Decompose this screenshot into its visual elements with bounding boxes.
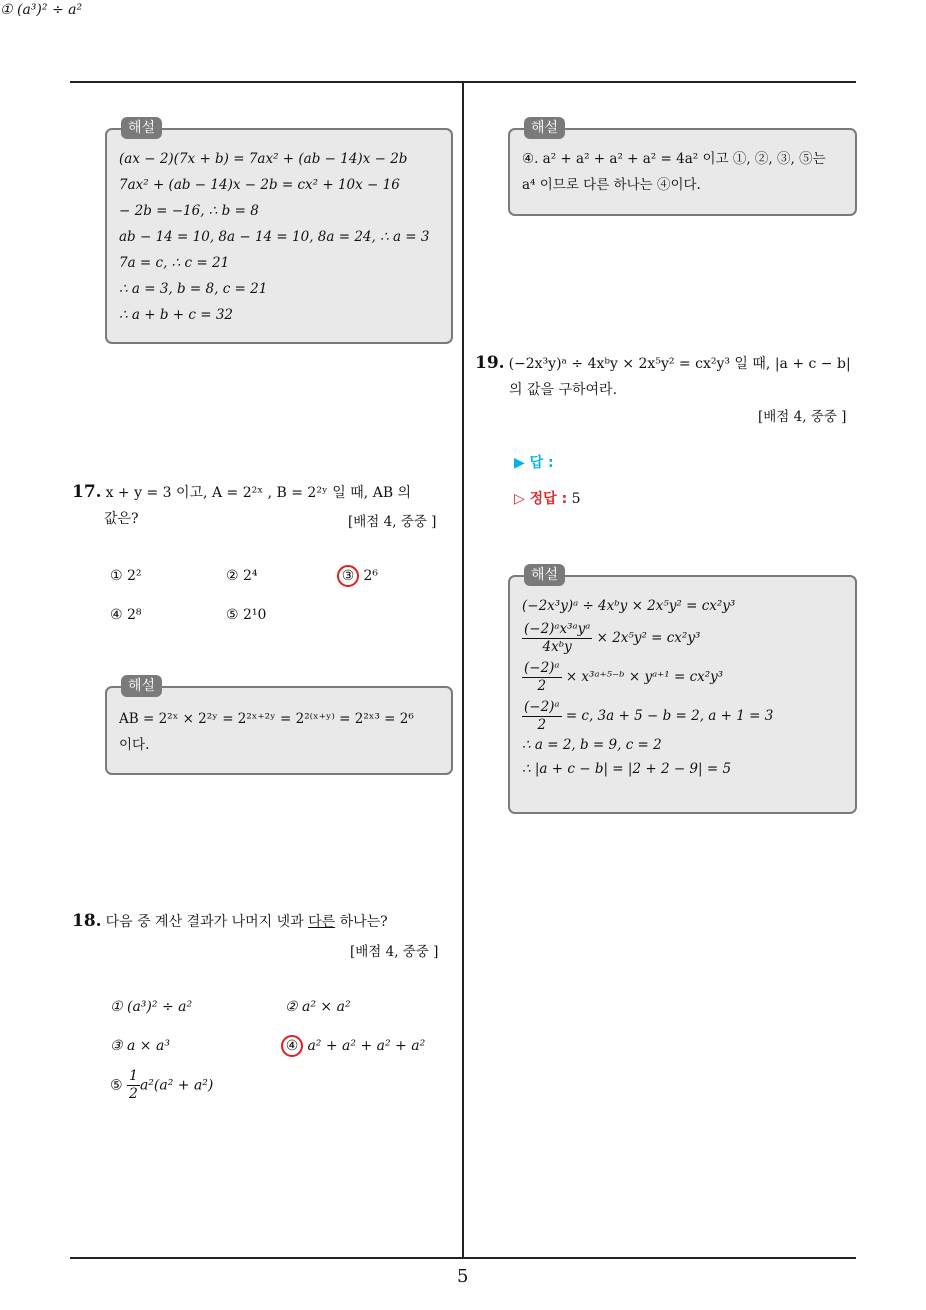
option-4[interactable] — [284, 1035, 425, 1057]
option-1[interactable]: ① (a³)² ÷ a² — [110, 999, 193, 1015]
question-text: 다음 중 계산 결과가 나머지 넷과 — [105, 914, 309, 930]
option-5-mark: ⑤ — [110, 1077, 123, 1094]
option-4-value: a² + a² + a² + a² — [307, 1038, 426, 1054]
question-number: 18. — [72, 911, 102, 931]
option-1[interactable]: ① (a³)² ÷ a² — [0, 2, 83, 18]
question-text-line2: 의 값을 구하여라. — [509, 382, 618, 398]
expression: × 2x⁵y² = cx²y³ — [596, 630, 701, 646]
option-2[interactable]: ② 2⁴ — [226, 568, 258, 584]
expression: × x³ᵃ⁺⁵⁻ᵇ × yᵃ⁺¹ = cx²y³ — [565, 669, 724, 685]
option-4[interactable]: ④ 2⁸ — [110, 607, 142, 623]
solution-line: ∴ |a + c − b| = |2 + 2 − 9| = 5 — [522, 761, 732, 777]
question-meta: [배점 4, 중중 ] — [350, 944, 439, 960]
solution-line: − 2b = −16, ∴ b = 8 — [119, 203, 259, 219]
solution-tag: 해설 — [524, 117, 565, 139]
question-meta: [배점 4, 중중 ] — [758, 409, 847, 425]
numerator: (−2)ᵃx³ᵃyᵃ — [524, 621, 591, 637]
numerator: (−2)ᵃ — [524, 660, 560, 676]
solution-box-19 — [508, 567, 857, 814]
solution-line — [522, 699, 843, 734]
answer-field-label[interactable]: ▶ 답 : — [514, 455, 554, 471]
solution-line — [522, 660, 843, 695]
denominator: 2 — [537, 678, 547, 694]
question-text-line2: 값은? — [104, 511, 139, 527]
solution-box-18 — [508, 120, 857, 216]
denominator: 2 — [129, 1086, 138, 1102]
solution-line — [522, 621, 843, 656]
denominator: 4xᵇy — [542, 639, 572, 655]
solution-line: ④. a² + a² + a² + a² = 4a² 이고 ①, ②, ③, ⑤는 — [522, 151, 826, 167]
question-meta: [배점 4, 중중 ] — [348, 514, 437, 530]
solution-line: ∴ a + b + c = 32 — [119, 307, 233, 323]
question-number: 19. — [475, 353, 505, 373]
fraction — [127, 1068, 140, 1103]
solution-line: ∴ a = 2, b = 9, c = 2 — [522, 737, 662, 753]
option-2[interactable]: ② a² × a² — [285, 999, 351, 1015]
selected-answer-mark: ③ — [337, 565, 359, 587]
option-3[interactable] — [340, 565, 378, 587]
solution-line: a⁴ 이므로 다른 하나는 ④이다. — [522, 177, 701, 193]
solution-box-17 — [105, 678, 453, 775]
column-divider — [462, 83, 464, 1258]
question-18 — [72, 908, 457, 935]
solution-line: 7a = c, ∴ c = 21 — [119, 255, 230, 271]
fraction — [522, 660, 562, 695]
option-1[interactable]: ① 2² — [110, 568, 142, 584]
underlined-word: 다른 — [308, 914, 336, 930]
solution-line: ∴ a = 3, b = 8, c = 21 — [119, 281, 268, 297]
solution-line: (ax − 2)(7x + b) = 7ax² + (ab − 14)x − 2b — [119, 151, 408, 167]
question-text: (−2x³y)ᵃ ÷ 4xᵇy × 2x⁵y² = cx²y³ 일 때, |a + c − b| — [508, 356, 851, 372]
expression: = c, 3a + 5 − b = 2, a + 1 = 3 — [565, 708, 774, 724]
fraction — [522, 621, 592, 656]
solution-tag: 해설 — [524, 564, 565, 586]
option-5[interactable]: ⑤ 2¹0 — [226, 607, 267, 623]
solution-line: 7ax² + (ab − 14)x − 2b = cx² + 10x − 16 — [119, 177, 400, 193]
solution-box-16 — [105, 120, 453, 344]
bottom-rule — [70, 1257, 856, 1259]
option-3-value: 2⁶ — [363, 568, 378, 584]
fraction — [522, 699, 562, 734]
solution-line: 이다. — [119, 737, 150, 753]
solution-line: (−2x³y)ᵃ ÷ 4xᵇy × 2x⁵y² = cx²y³ — [522, 598, 736, 614]
solution-line: AB = 2²ˣ × 2²ʸ = 2²ˣ⁺²ʸ = 2²⁽ˣ⁺ʸ⁾ = 2²ˣ³ = 2⁶ — [119, 711, 414, 727]
option-3[interactable]: ③ a × a³ — [110, 1038, 170, 1054]
question-19 — [475, 350, 860, 403]
solution-line: ab − 14 = 10, 8a − 14 = 10, 8a = 24, ∴ a = 3 — [119, 229, 430, 245]
correct-answer-value: 5 — [571, 491, 581, 507]
page-number: 5 — [457, 1266, 469, 1287]
solution-tag: 해설 — [121, 117, 162, 139]
option-5[interactable] — [110, 1068, 213, 1103]
question-number: 17. — [72, 482, 102, 502]
selected-answer-mark: ④ — [281, 1035, 303, 1057]
question-text: x + y = 3 이고, A = 2²ˣ , B = 2²ʸ 일 때, AB 의 — [105, 485, 412, 501]
numerator: 1 — [129, 1068, 138, 1084]
correct-answer — [514, 488, 581, 508]
solution-tag: 해설 — [121, 675, 162, 697]
numerator: (−2)ᵃ — [524, 699, 560, 715]
denominator: 2 — [537, 717, 547, 733]
question-text-end: 하나는? — [335, 914, 388, 930]
option-5-value: a²(a² + a²) — [139, 1077, 214, 1094]
correct-answer-label: ▷ 정답 : — [514, 491, 568, 507]
